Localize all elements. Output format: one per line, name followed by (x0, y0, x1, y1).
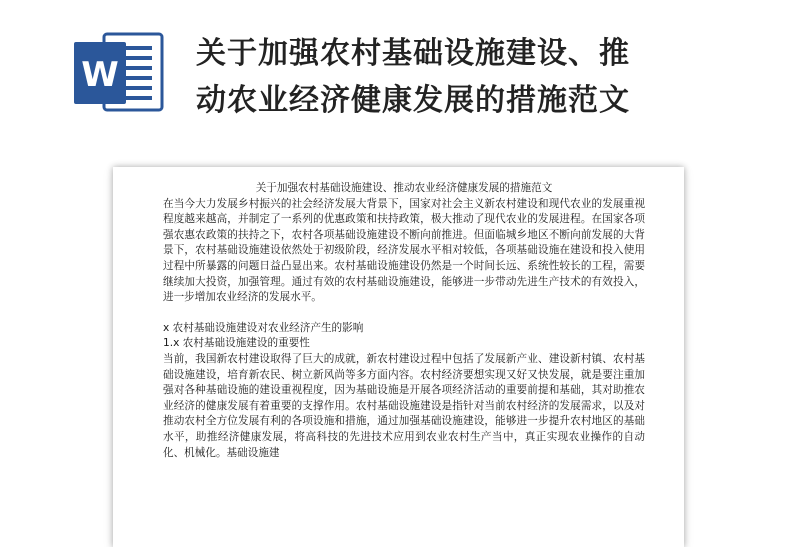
page-title (196, 30, 792, 124)
svg-text:W: W (81, 55, 119, 95)
document-title: 关于加强农村基础设施建设、推动农业经济健康发展的措施范文 (255, 182, 553, 194)
section-heading: x 农村基础设施建设对农业经济产生的影响 (163, 321, 364, 334)
subsection-heading: 1.x 农村基础设施建设的重要性 (163, 337, 310, 350)
body-paragraph: 当前，我国新农村建设取得了巨大的成就，新农村建设过程中包括了发展新产业、建设新村镇、农村基础设施建设，培育新农民、树立新风尚等多方面内容。农村经济要想实现又好又快发展，就是要注重加强对各种基础设施的建设重视程度，因为基础设施是开展各项经济活动的重要前提和基础，其对助推农业经济的健康发展有着重要的支撑作用。农村基础设施建设是指针对当前农村经济的发展需求，以及对推动农村全方位发展有利的各项设施和措施，通过加强基础设施建设，能够进一步提升农村地区的基础水平，助推经济健康发展，将高科技的先进技术应用到农业农村生产当中，真正实现农业操作的自动化、机械化。基础设施建 (163, 352, 645, 459)
page-title-line-1: 关于加强农村基础设施建设、推 (196, 36, 630, 71)
word-icon (68, 30, 176, 116)
page-title-line-2: 动农业经济健康发展的措施范文 (196, 83, 630, 118)
intro-paragraph: 在当今大力发展乡村振兴的社会经济发展大背景下，国家对社会主义新农村建设和现代农业的发展重视程度越来越高，并制定了一系列的优惠政策和扶持政策，极大推动了现代农业的发展进程。在国家各项强农惠农政策的扶持之下，农村各项基础设施建设不断向前推进。但面临城乡地区不断向前发展的大背景下，农村基础设施建设依然处于初级阶段，经济发展水平相对较低，各项基础设施在建设和投入使用过程中所暴露的问题日益凸显出来。农村基础设施建设仍然是一个时间长远、系统性较长的工程，需要继续加大投资，加强管理。通过有效的农村基础设施建设，能够进一步带动先进生产技术的有效投入，进一步增加农业经济的发展水平。 (163, 197, 645, 304)
document-page (113, 167, 684, 547)
header (0, 0, 800, 140)
document-body (163, 181, 645, 461)
paragraph-gap (163, 306, 645, 321)
